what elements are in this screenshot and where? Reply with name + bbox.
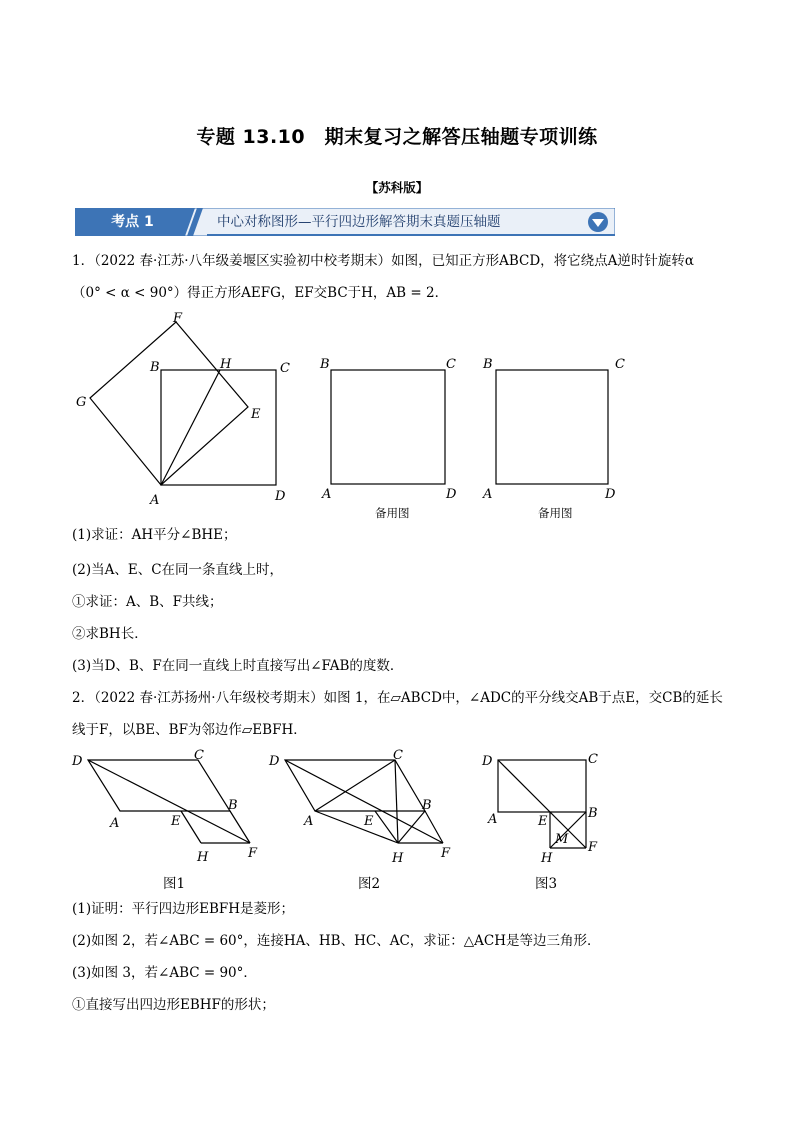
- q2-stem-line2: 线于F，以BE、BF为邻边作▱EBFH．: [72, 722, 307, 738]
- backup2-c-label: C: [615, 357, 625, 372]
- q2-figure-1: [70, 745, 270, 870]
- page-title: 专题 13.10 期末复习之解答压轴题专项训练: [196, 126, 598, 148]
- q1-part2a: ①求证：A、B、F共线；: [72, 594, 223, 610]
- q2f2-b-label: B: [422, 798, 432, 813]
- q2f2-d-label: D: [269, 754, 280, 769]
- point-d-label: D: [275, 489, 286, 504]
- segment-ah: [161, 370, 220, 485]
- backup2-a-label: A: [483, 487, 493, 502]
- q2-fig2-caption: 图2: [358, 876, 381, 892]
- q2f1-b-label: B: [228, 798, 238, 813]
- backup1-a-label: A: [322, 487, 332, 502]
- q2f3-c-label: C: [588, 752, 598, 767]
- q1-part2: (2)当A、E、C在同一条直线上时，: [72, 562, 284, 578]
- q2f3-m-label: M: [555, 832, 569, 847]
- point-g-label: G: [76, 395, 87, 410]
- point-f-label: F: [173, 311, 183, 326]
- q2-part3a: ①直接写出四边形EBHF的形状；: [72, 997, 275, 1013]
- q1-stem-line2: （0° < α < 90°）得正方形AEFG，EF交BC于H，AB = 2．: [72, 285, 449, 301]
- q2f2-e-label: E: [364, 814, 374, 829]
- q2f3-a-label: A: [488, 812, 498, 827]
- backup2-d-label: D: [605, 487, 616, 502]
- backup1-b-label: B: [320, 357, 330, 372]
- q1-part3: (3)当D、B、F在同一直线上时直接写出∠FAB的度数．: [72, 658, 404, 674]
- q1-part1: (1)求证：AH平分∠BHE；: [72, 527, 237, 543]
- point-c-label: C: [280, 361, 290, 376]
- backup2-b-label: B: [483, 357, 493, 372]
- point-e-label: E: [251, 407, 261, 422]
- q2f3-b-label: B: [588, 806, 598, 821]
- q2f2-f-label: F: [441, 846, 451, 861]
- q1-backup-figure-1: [318, 352, 463, 502]
- q1-backup-caption-1: 备用图: [375, 506, 410, 520]
- point-h-label: H: [220, 357, 232, 372]
- point-b-label: B: [150, 360, 160, 375]
- q2-figure-2: [265, 745, 465, 870]
- q2f1-f-label: F: [248, 846, 258, 861]
- q1-part2b: ②求BH长．: [72, 626, 148, 642]
- backup1-c-label: C: [446, 357, 456, 372]
- backup1-d-label: D: [446, 487, 457, 502]
- q2f3-f-label: F: [588, 840, 598, 855]
- q1-backup-figure-2: [481, 352, 626, 502]
- square-abcd: [161, 370, 276, 485]
- edition-label: 【苏科版】: [365, 180, 429, 195]
- q1-stem-line1: 1．（2022 春·江苏·八年级姜堰区实验初中校考期末）如图，已知正方形ABCD，将它绕点A逆时针旋转α: [72, 253, 695, 269]
- section-banner: [75, 208, 615, 236]
- q2-fig3-caption: 图3: [535, 876, 558, 892]
- q2-part2: (2)如图 2，若∠ABC = 60°，连接HA、HB、HC、AC，求证：△ACH是等边三角形．: [72, 933, 601, 949]
- q2-stem-line1: 2．（2022 春·江苏扬州·八年级校考期末）如图 1，在▱ABCD中，∠ADC的平分线交AB于点E，交CB的延长: [72, 690, 723, 706]
- q2f1-a-label: A: [110, 816, 120, 831]
- q2f1-h-label: H: [197, 850, 209, 865]
- q2f3-d-label: D: [482, 754, 493, 769]
- q2f1-d-label: D: [72, 754, 83, 769]
- q2-part1: (1)证明：平行四边形EBFH是菱形；: [72, 901, 295, 917]
- q2-part3: (3)如图 3，若∠ABC = 90°．: [72, 965, 257, 981]
- q2f1-c-label: C: [194, 748, 204, 763]
- q2f2-a-label: A: [304, 814, 314, 829]
- q2-fig1-caption: 图1: [163, 876, 186, 892]
- q2f3-h-label: H: [541, 851, 553, 866]
- square-aefg: [90, 322, 248, 485]
- q2-figure-3: [478, 745, 608, 870]
- banner-tag: 考点 1: [111, 214, 154, 230]
- point-a-label: A: [150, 493, 160, 508]
- banner-title: 中心对称图形—平行四边形解答期末真题压轴题: [217, 214, 501, 230]
- chevron-down-icon[interactable]: [587, 211, 609, 233]
- q1-backup-caption-2: 备用图: [538, 506, 573, 520]
- q1-main-figure: [70, 308, 310, 508]
- q2f3-e-label: E: [538, 814, 548, 829]
- q2f1-e-label: E: [171, 814, 181, 829]
- q2f2-c-label: C: [393, 748, 403, 763]
- q2f2-h-label: H: [392, 851, 404, 866]
